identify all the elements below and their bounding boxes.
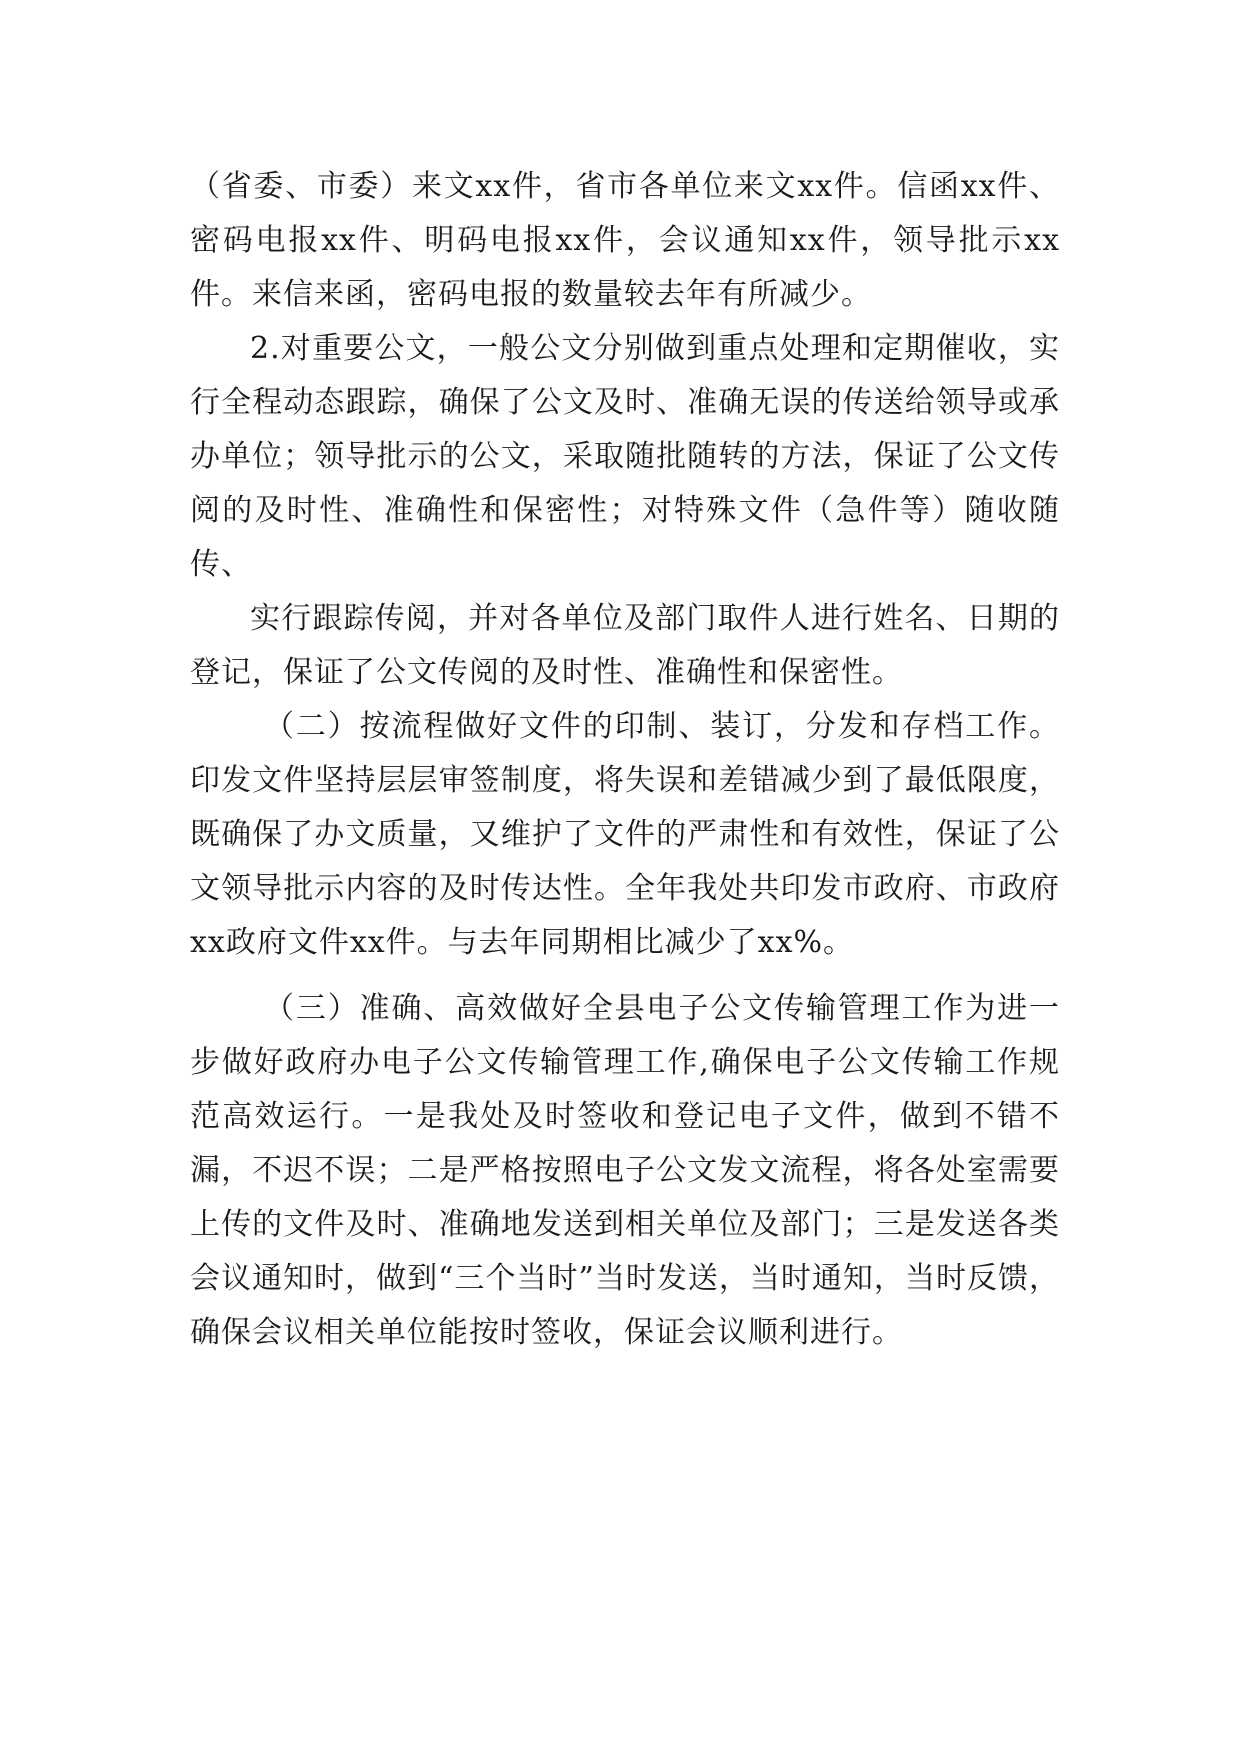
paragraph-3: 实行跟踪传阅，并对各单位及部门取件人进行姓名、日期的登记，保证了公文传阅的及时性、准确性和保密性。	[190, 601, 1060, 690]
paragraph-2: 2.对重要公文，一般公文分别做到重点处理和定期催收，实行全程动态跟踪，确保了公文及时、准确无误的传送给领导或承办单位；领导批示的公文，采取随批随转的方法，保证了公文传阅的及时性、准确性和保密性；对特殊文件（急件等）随收随传、	[190, 331, 1060, 582]
document-body	[190, 160, 1060, 1360]
paragraph-4: （二）按流程做好文件的印制、装订，分发和存档工作。印发文件坚持层层审签制度，将失误和差错减少到了最低限度，既确保了办文质量，又维护了文件的严肃性和有效性，保证了公文领导批示内容的及时传达性。全年我处共印发市政府、市政府xx政府文件xx件。与去年同期相比减少了xx%。	[190, 709, 1060, 960]
paragraph-1: （省委、市委）来文xx件，省市各单位来文xx件。信函xx件、密码电报xx件、明码电报xx件，会议通知xx件，领导批示xx件。来信来函，密码电报的数量较去年有所减少。	[190, 169, 1060, 312]
paragraph-5: （三）准确、高效做好全县电子公文传输管理工作为进一步做好政府办电子公文传输管理工作,确保电子公文传输工作规范高效运行。一是我处及时签收和登记电子文件，做到不错不漏，不迟不误；二是严格按照电子公文发文流程，将各处室需要上传的文件及时、准确地发送到相关单位及部门；三是发送各类会议通知时，做到“三个当时”当时发送，当时通知，当时反馈，确保会议相关单位能按时签收，保证会议顺利进行。	[190, 991, 1060, 1350]
